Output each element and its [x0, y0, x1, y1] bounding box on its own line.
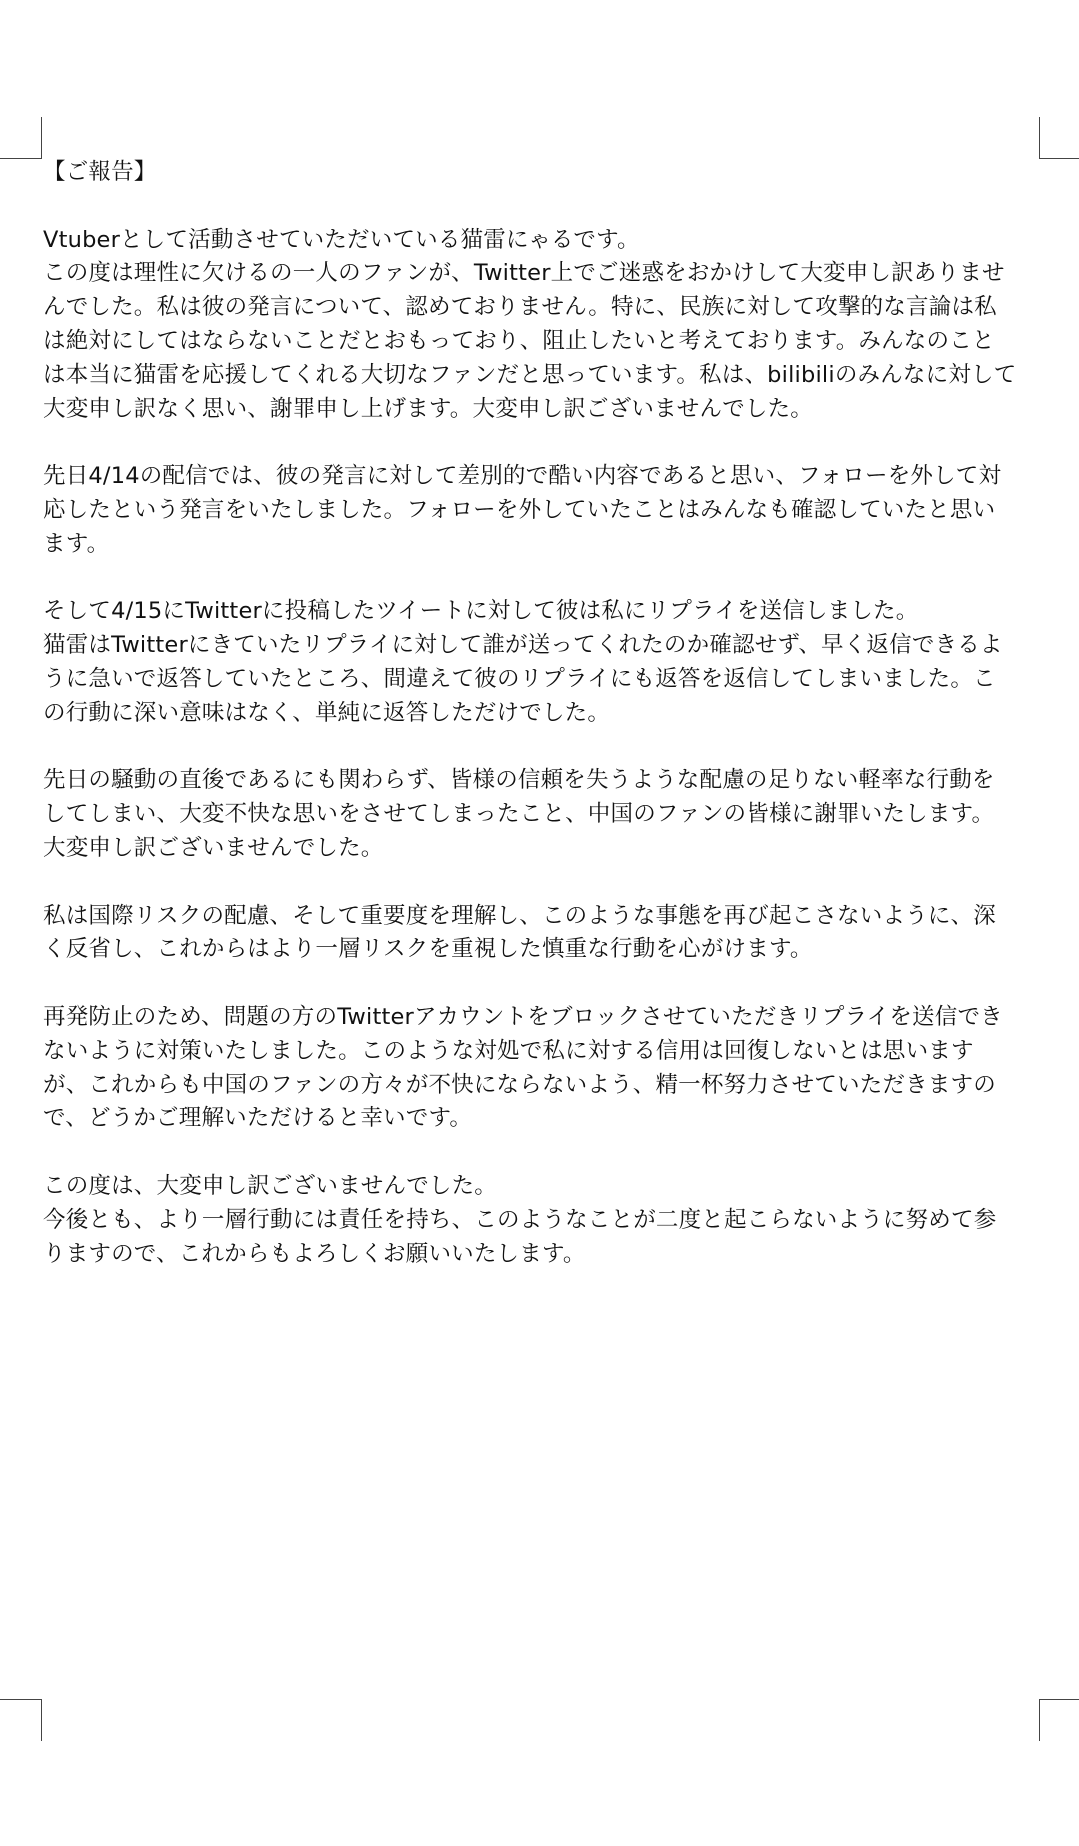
document-text [43, 190, 1041, 1272]
text-line: りますので、これからもよろしくお願いいたします。 [43, 1240, 586, 1267]
text-line: 先日の騒動の直後であるにも関わらず、皆様の信頼を失うような配慮の足りない軽率な行動を [43, 767, 995, 794]
text-line: ます。 [43, 530, 110, 557]
text-line: してしまい、大変不快な思いをさせてしまったこと、中国のファンの皆様に謝罪いたします。 [43, 801, 995, 828]
text-line: この度は理性に欠けるの一人のファンが、Twitter上でご迷惑をおかけして大変申し訳ありませ [43, 260, 1005, 287]
text-line: 今後とも、より一層行動には責任を持ち、このようなことが二度と起こらないように努めて参 [43, 1206, 997, 1233]
text-line: で、どうかご理解いただけると幸いです。 [43, 1105, 473, 1132]
text-line: 私は国際リスクの配慮、そして重要度を理解し、このような事態を再び起こさないように、深 [43, 902, 996, 929]
crop-mark-top-right-vertical [1039, 117, 1040, 159]
text-line: は絶対にしてはならないことだとおもっており、阻止したいと考えております。みんなのこと [43, 327, 995, 354]
blank-line [43, 190, 1041, 224]
text-line: 大変申し訳ございませんでした。 [43, 834, 384, 861]
text-line: ないように対策いたしました。このような対処で私に対する信用は回復しないとは思います [43, 1037, 974, 1064]
crop-mark-top-right-horizontal [1039, 158, 1079, 159]
crop-mark-bottom-left-horizontal [0, 1699, 42, 1700]
text-line: Vtuberとして活動させていただいている猫雷にゃるです。 [43, 226, 640, 253]
text-line: は本当に猫雷を応援してくれる大切なファンだと思っています。私は、bilibiliのみんなに対して [43, 361, 1017, 388]
text-line: そして4/15にTwitterに投稿したツイートに対して彼は私にリプライを送信しました。 [43, 598, 919, 625]
blank-line [43, 426, 1041, 460]
crop-mark-bottom-right-horizontal [1039, 1699, 1079, 1700]
text-line: 大変申し訳なく思い、謝罪申し上げます。大変申し訳ございませんでした。 [43, 395, 814, 422]
text-line: この度は、大変申し訳ございませんでした。 [43, 1172, 498, 1199]
text-line: 先日4/14の配信では、彼の発言に対して差別的で酷い内容であると思い、フォローを外して対 [43, 463, 1002, 490]
text-line: く反省し、これからはより一層リスクを重視した慎重な行動を心がけます。 [43, 936, 813, 963]
document-body [43, 156, 1041, 1271]
crop-mark-top-left-horizontal [0, 158, 42, 159]
text-line: うに急いで返答していたところ、間違えて彼のリプライにも返答を返信してしまいました。こ [43, 665, 996, 692]
crop-mark-bottom-left-vertical [41, 1699, 42, 1741]
text-line: が、これからも中国のファンの方々が不快にならないよう、精一杯努力させていただきますの [43, 1071, 996, 1098]
blank-line [43, 1136, 1041, 1170]
text-line: 猫雷はTwitterにきていたリプライに対して誰が送ってくれたのか確認せず、早く返信できるよ [43, 632, 1003, 659]
blank-line [43, 866, 1041, 900]
text-line: の行動に深い意味はなく、単純に返答しただけでした。 [43, 699, 611, 726]
document-heading: 【ご報告】 [43, 159, 157, 185]
text-line: んでした。私は彼の発言について、認めておりません。特に、民族に対して攻撃的な言論は私 [43, 294, 997, 321]
text-line: 応したという発言をいたしました。フォローを外していたことはみんなも確認していたと思い [43, 496, 996, 523]
crop-mark-bottom-right-vertical [1039, 1699, 1040, 1741]
text-line: 再発防止のため、問題の方のTwitterアカウントをブロックさせていただきリプライを送信でき [43, 1003, 1003, 1030]
blank-line [43, 562, 1041, 596]
blank-line [43, 967, 1041, 1001]
blank-line [43, 731, 1041, 765]
crop-mark-top-left-vertical [41, 117, 42, 159]
